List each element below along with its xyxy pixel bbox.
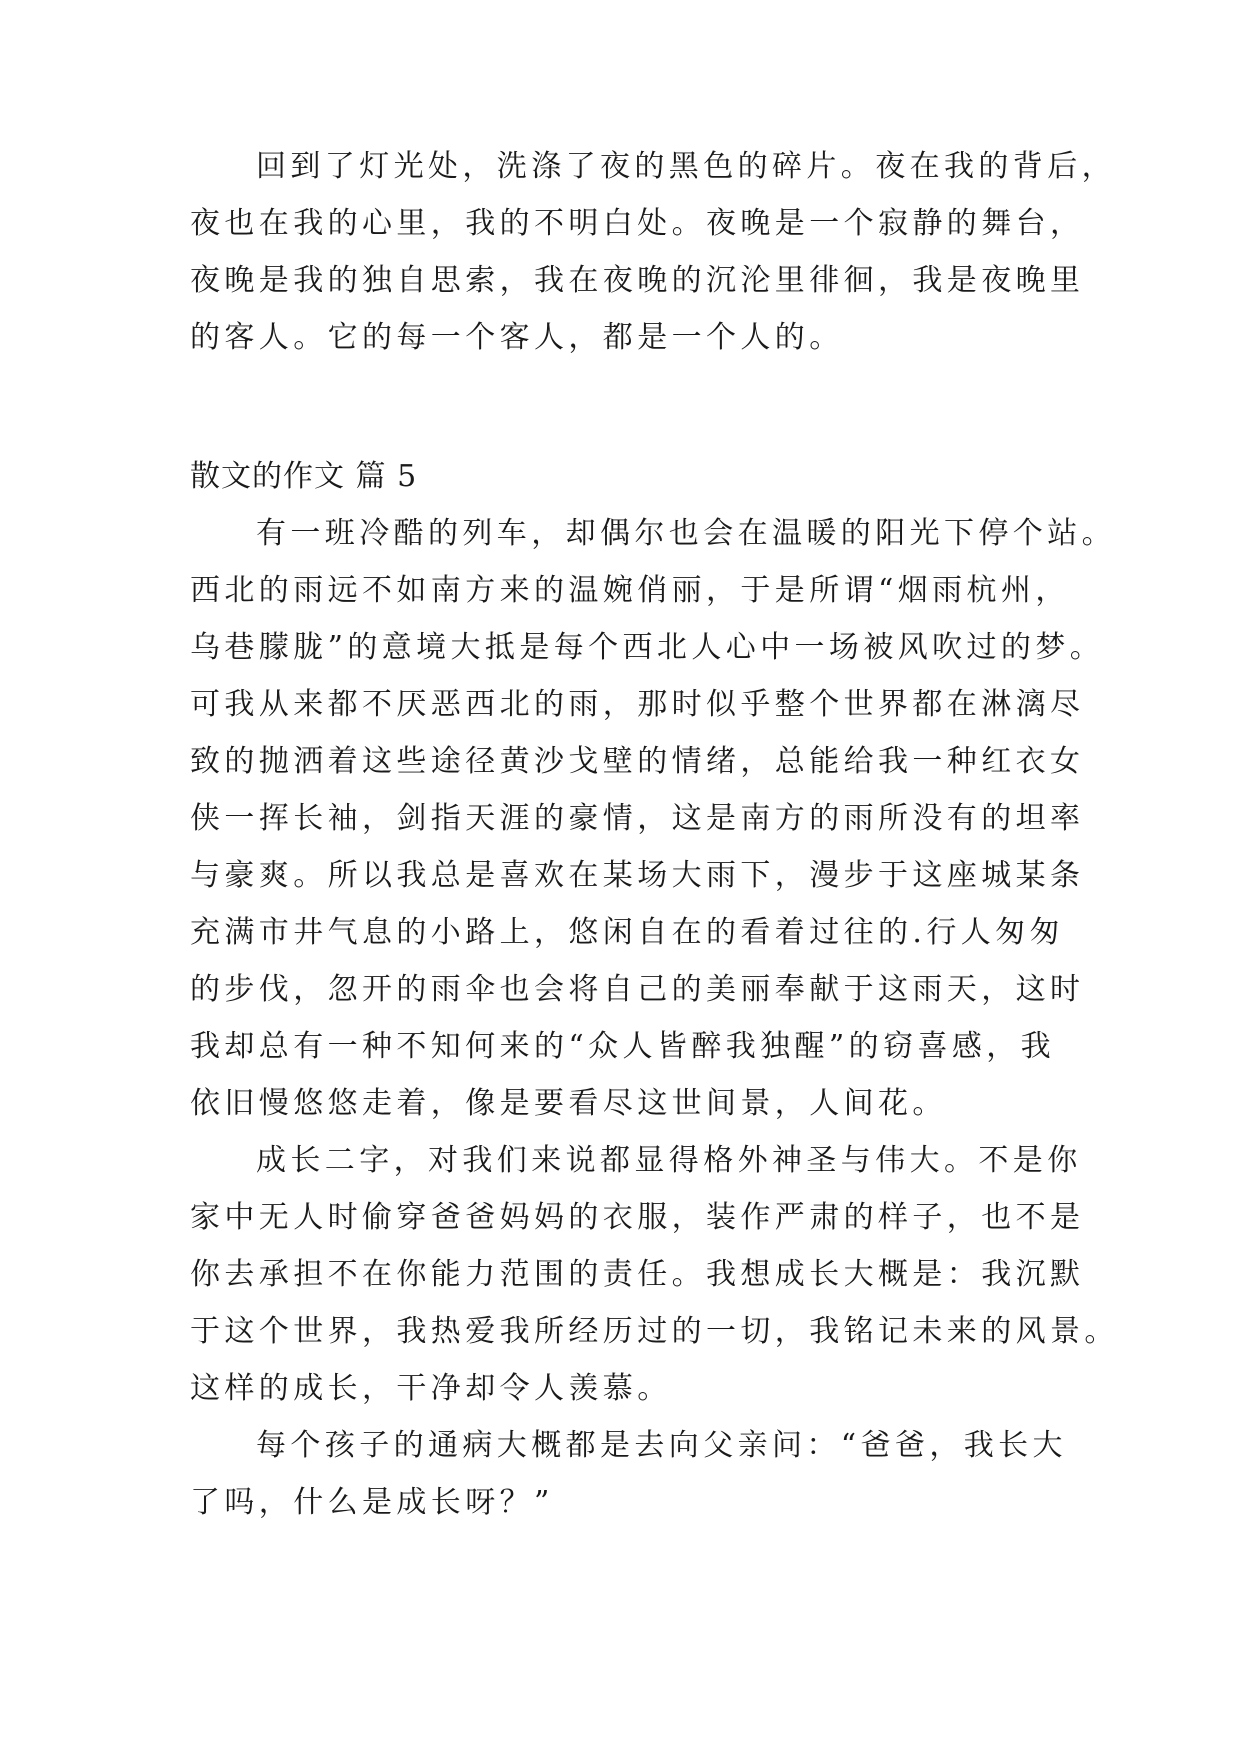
paragraph-line: 于这个世界，我热爱我所经历过的一切，我铭记未来的风景。	[190, 1314, 1119, 1349]
paragraph-line: 的步伐，忽开的雨伞也会将自己的美丽奉献于这雨天，这时	[190, 972, 1085, 1007]
paragraph-line: 回到了灯光处，洗涤了夜的黑色的碎片。夜在我的背后，	[256, 149, 1116, 184]
paragraph-line: 我却总有一种不知何来的“众人皆醉我独醒”的窃喜感，我	[190, 1029, 1056, 1064]
paragraph-line: 夜晚是我的独自思索，我在夜晚的沉沦里徘徊，我是夜晚里	[190, 263, 1085, 298]
paragraph-line: 可我从来都不厌恶西北的雨，那时似乎整个世界都在淋漓尽	[190, 687, 1085, 722]
paragraph-line: 每个孩子的通病大概都是去向父亲问：“爸爸，我长大	[256, 1428, 1067, 1463]
paragraph-line: 依旧慢悠悠走着，像是要看尽这世间景，人间花。	[190, 1086, 947, 1121]
paragraph-line: 乌巷朦胧”的意境大抵是每个西北人心中一场被风吹过的梦。	[190, 630, 1105, 665]
paragraph-line: 侠一挥长袖，剑指天涯的豪情，这是南方的雨所没有的坦率	[190, 801, 1085, 836]
paragraph-line: 与豪爽。所以我总是喜欢在某场大雨下，漫步于这座城某条	[190, 858, 1085, 893]
paragraph-line: 成长二字，对我们来说都显得格外神圣与伟大。不是你	[256, 1143, 1082, 1178]
section-heading: 散文的作文 篇 5	[190, 459, 418, 494]
paragraph-line: 充满市井气息的小路上，悠闲自在的看着过往的.行人匆匆	[190, 915, 1064, 950]
paragraph-line: 家中无人时偷穿爸爸妈妈的衣服，装作严肃的样子，也不是	[190, 1200, 1085, 1235]
paragraph-line: 的客人。它的每一个客人，都是一个人的。	[190, 320, 844, 355]
paragraph-line: 夜也在我的心里，我的不明白处。夜晚是一个寂静的舞台，	[190, 206, 1085, 241]
paragraph-line: 致的抛洒着这些途径黄沙戈壁的情绪，总能给我一种红衣女	[190, 744, 1085, 779]
paragraph-line: 西北的雨远不如南方来的温婉俏丽，于是所谓“烟雨杭州，	[190, 573, 1070, 608]
paragraph-line: 有一班冷酷的列车，却偶尔也会在温暖的阳光下停个站。	[256, 516, 1116, 551]
paragraph-line: 这样的成长，干净却令人羡慕。	[190, 1371, 672, 1406]
paragraph-line: 了吗，什么是成长呀？”	[190, 1485, 554, 1520]
paragraph-line: 你去承担不在你能力范围的责任。我想成长大概是：我沉默	[190, 1257, 1085, 1292]
